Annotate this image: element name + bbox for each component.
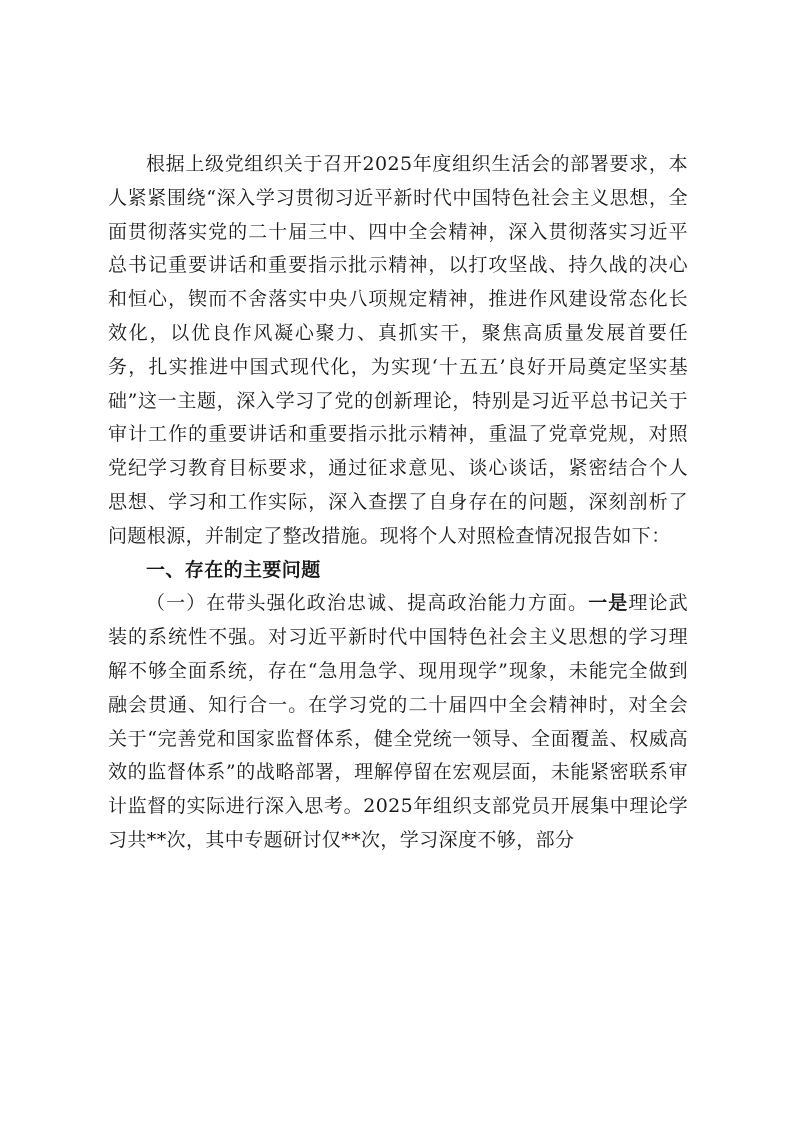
subsection-title: （一）在带头强化政治忠诚、提高政治能力方面。 xyxy=(146,592,589,615)
intro-paragraph: 根据上级党组织关于召开2025年度组织生活会的部署要求，本人紧紧围绕“深入学习贯彻习近平新时代中国特色社会主义思想，全面贯彻落实党的二十届三中、四中全会精神，深入贯彻落实习近平总书记重要讲话和重要指示批示精神，以打攻坚战、持久战的决心和恒心，锲而不舍落实中央八项规定精神，推进作风建设常态化长效化，以优良作风凝心聚力、真抓实干，聚焦高质量发展首要任务，扎实推进中国式现代化，为实现‘十五五’良好开局奠定坚实基础”这一主题，深入学习了党的创新理论，特别是习近平总书记关于审计工作的重要讲话和重要指示批示精神，重温了党章党规，对照党纪学习教育目标要求，通过征求意见、谈心谈话，紧密结合个人思想、学习和工作实际，深入查摆了自身存在的问题，深刻剖析了问题根源，并制定了整改措施。现将个人对照检查情况报告如下： xyxy=(108,153,688,547)
section-heading: 一、存在的主要问题 xyxy=(146,558,321,581)
subsection-paragraph xyxy=(108,587,688,857)
point-lead: 一是 xyxy=(588,592,629,615)
subsection-body: 理论武装的系统性不强。对习近平新时代中国特色社会主义思想的学习理解不够全面系统，存在“急用急学、现用现学”现象，未能完全做到融会贯通、知行合一。在学习党的二十届四中全会精神时，对全会关于“完善党和国家监督体系，健全党统一领导、全面覆盖、权威高效的监督体系”的战略部署，理解停留在宏观层面，未能紧密联系审计监督的实际进行深入思考。2025年组织支部党员开展集中理论学习共**次，其中专题研讨仅**次，学习深度不够，部分 xyxy=(108,592,688,851)
document-body xyxy=(108,148,688,858)
